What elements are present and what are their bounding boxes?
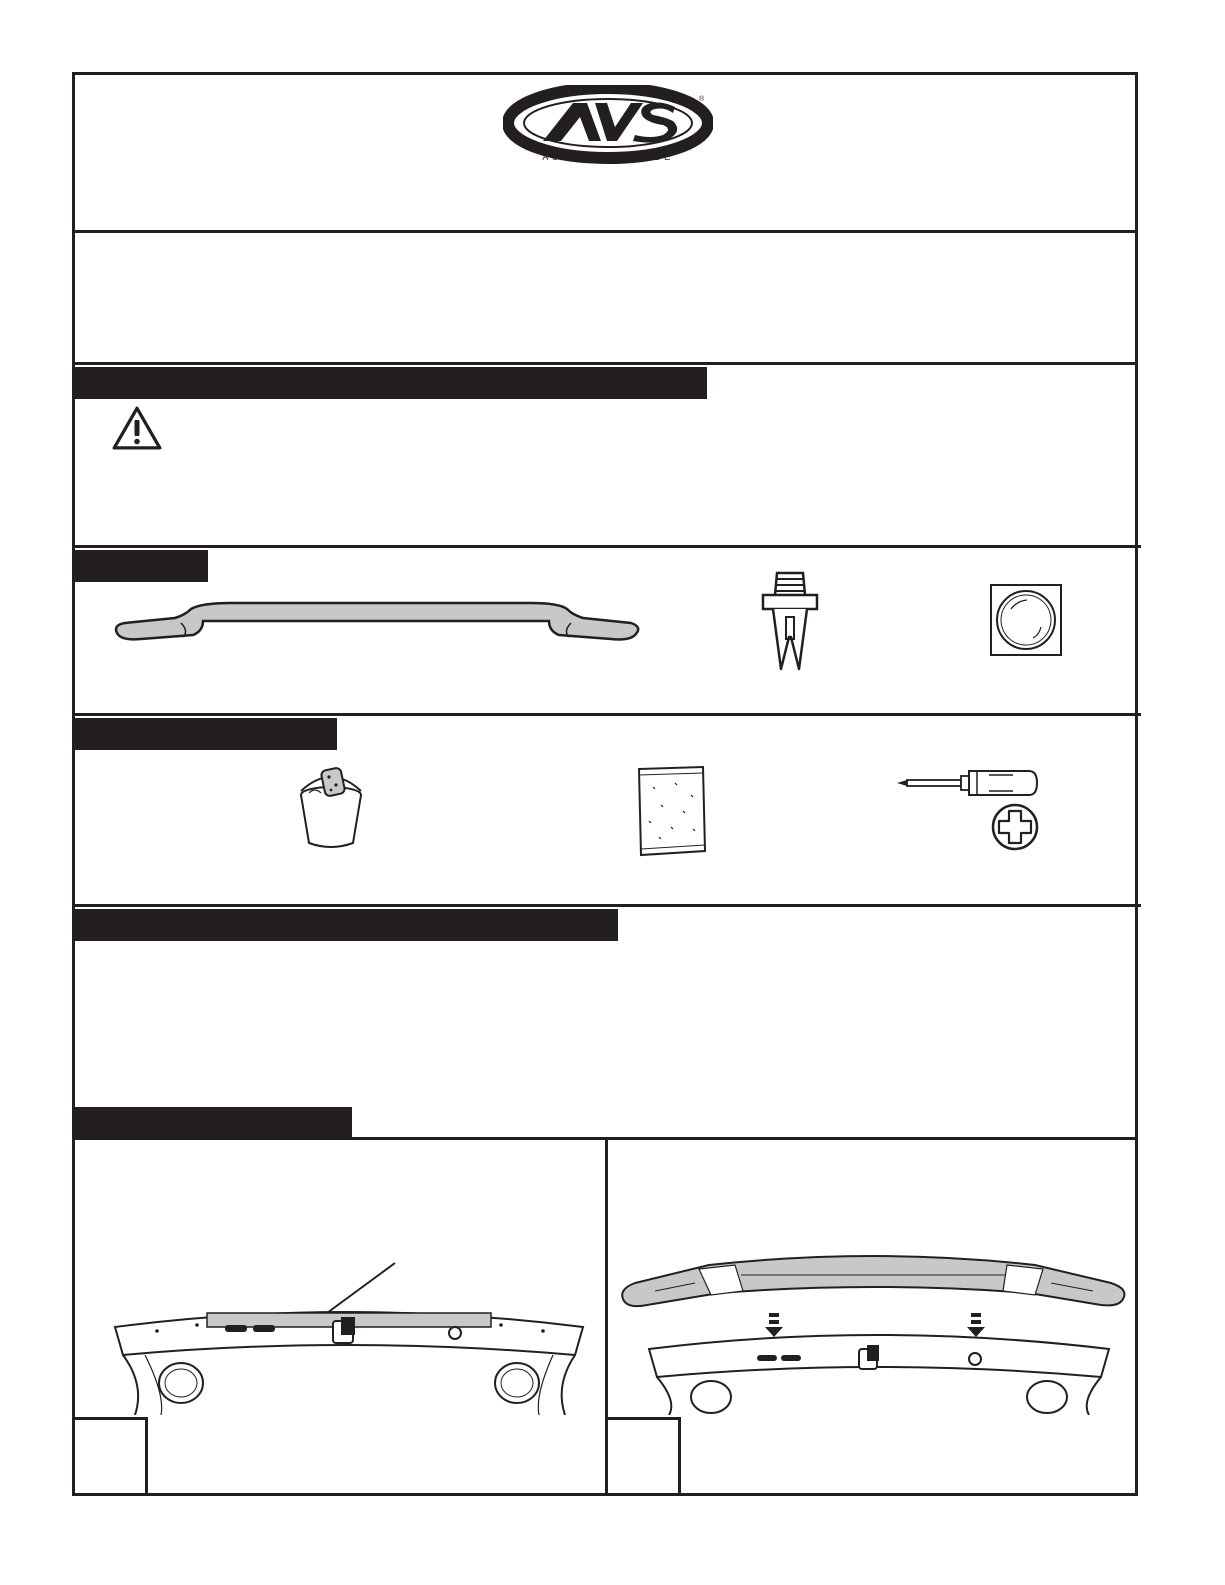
parts-divider	[75, 713, 1141, 716]
instruction-sheet	[72, 72, 1138, 1496]
adhesive-disc-icon	[989, 583, 1063, 657]
warning-heading	[75, 367, 707, 399]
brand-name: AUTO VENTSHADE	[542, 152, 674, 162]
installation-heading	[75, 1107, 352, 1139]
phillips-screwdriver-icon	[893, 767, 1043, 859]
cleaning-cloth-icon	[633, 765, 709, 857]
step-1-number	[75, 1417, 148, 1493]
header-divider	[75, 230, 1135, 233]
push-rivet-icon	[755, 569, 825, 674]
preparation-heading	[75, 909, 618, 941]
svg-text:®: ®	[699, 96, 705, 103]
spoiler-placement-figure	[615, 1225, 1135, 1415]
tools-divider	[75, 904, 1141, 907]
parts-heading	[75, 550, 208, 582]
tools-heading	[75, 718, 337, 750]
warning-triangle-icon	[111, 405, 163, 451]
title-divider	[75, 362, 1135, 365]
spoiler-part-icon	[111, 595, 641, 650]
warning-divider	[75, 545, 1141, 548]
step-2-number	[608, 1417, 681, 1493]
tailgate-adhesive-figure	[105, 1255, 595, 1415]
soap-bucket-icon	[295, 763, 367, 849]
